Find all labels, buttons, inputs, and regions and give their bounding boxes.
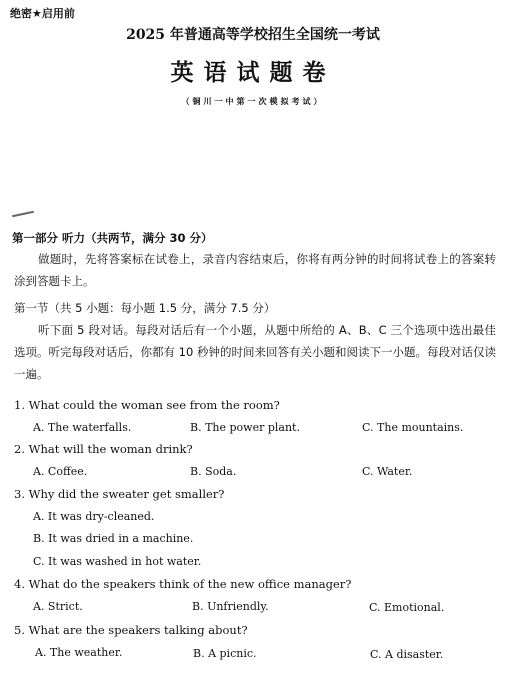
question-2: 2. What will the woman drink? [14, 442, 193, 456]
q1-option-b: B. The power plant. [190, 421, 300, 434]
q4-option-a: A. Strict. [33, 600, 83, 613]
question-3: 3. Why did the sweater get smaller? [14, 487, 225, 501]
q3-option-c: C. It was washed in hot water. [33, 555, 202, 568]
q4-option-c: C. Emotional. [369, 601, 445, 614]
q5-option-c: C. A disaster. [370, 648, 444, 661]
paper-title: 英语试题卷 [170, 59, 336, 86]
q3-option-a: A. It was dry-cleaned. [33, 510, 155, 523]
section1-instructions: 听下面 5 段对话。每段对话后有一个小题，从题中所给的 A、B、C 三个选项中选出最佳选项。听完每段对话后，你都有 10 秒钟的时间来回答有关小题和阅读下一小题。每段对话仅读一遍。 [14, 323, 496, 381]
q5-option-a: A. The weather. [35, 646, 123, 659]
q3-option-b: B. It was dried in a machine. [33, 532, 194, 545]
q1-option-c: C. The mountains. [362, 421, 464, 434]
q5-option-b: B. A picnic. [193, 647, 257, 660]
school-note: （铜川一中第一次模拟考试） [181, 96, 325, 106]
question-5: 5. What are the speakers talking about? [14, 623, 248, 637]
pen-mark [12, 211, 34, 218]
q1-option-a: A. The waterfalls. [33, 421, 132, 434]
confidential-label: 绝密★启用前 [10, 7, 75, 20]
q2-option-c: C. Water. [362, 465, 413, 478]
part1-intro: 做题时，先将答案标在试卷上，录音内容结束后，你将有两分钟的时间将试卷上的答案转涂到答题卡上。 [14, 252, 496, 288]
q2-option-b: B. Soda. [190, 465, 237, 478]
question-4: 4. What do the speakers think of the new office manager? [14, 577, 352, 591]
section1-title: 第一节（共 5 小题：每小题 1.5 分，满分 7.5 分） [14, 301, 276, 315]
q2-option-a: A. Coffee. [33, 465, 88, 478]
q4-option-b: B. Unfriendly. [192, 600, 269, 613]
question-1: 1. What could the woman see from the room? [14, 398, 280, 412]
part1-title: 第一部分 听力（共两节，满分 30 分） [12, 231, 213, 245]
exam-title: 2025 年普通高等学校招生全国统一考试 [126, 27, 380, 43]
